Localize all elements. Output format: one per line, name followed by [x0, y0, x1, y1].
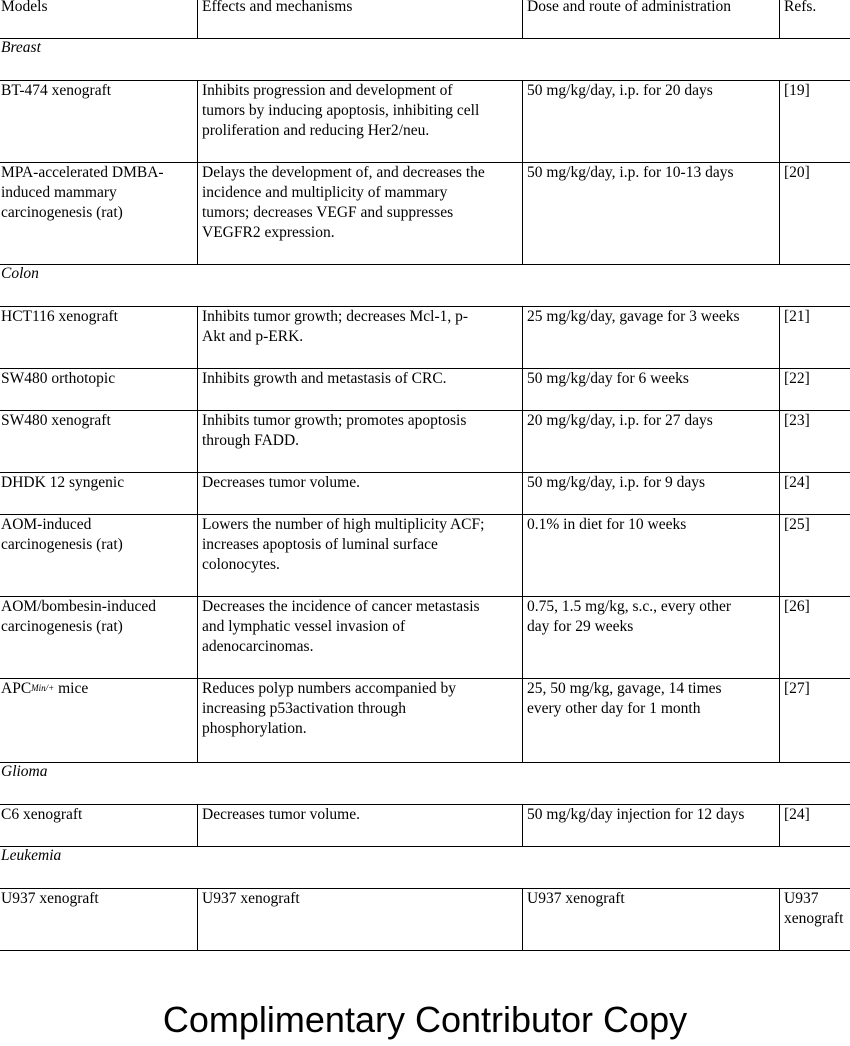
- page-footer: Complimentary Contributor Copy: [162, 999, 688, 1040]
- table-cell-dose: 50 mg/kg/day injection for 12 days: [527, 806, 745, 823]
- table-cell-model: AOM-induced carcinogenesis (rat): [1, 516, 123, 553]
- model-superscript: Min/+: [31, 683, 55, 693]
- table-cell-model: AOM/bombesin-induced carcinogenesis (rat): [1, 598, 156, 635]
- table-cell-model: MPA-accelerated DMBA- induced mammary carcinogenesis (rat): [1, 164, 164, 221]
- model-prefix: APC: [1, 680, 32, 697]
- section-breast: Breast: [1, 39, 41, 56]
- table-cell-effect: Lowers the number of high multiplicity ACF; increases apoptosis of luminal surface colonocytes.: [202, 516, 485, 573]
- table-cell-effect: U937 xenograft: [202, 890, 300, 907]
- table-cell-effect: Decreases tumor volume.: [202, 474, 360, 491]
- table-cell-dose: 50 mg/kg/day for 6 weeks: [527, 370, 689, 387]
- table-cell-dose: 25, 50 mg/kg, gavage, 14 times every other day for 1 month: [527, 680, 722, 717]
- table-cell-effect: Delays the development of, and decreases the incidence and multiplicity of mammary tumors; decreases VEGF and suppresses VEGFR2 expression.: [202, 164, 485, 241]
- table-cell-effect: Decreases the incidence of cancer metastasis and lymphatic vessel invasion of adenocarcinomas.: [202, 598, 480, 655]
- table-cell-effect: Inhibits growth and metastasis of CRC.: [202, 370, 447, 387]
- table-cell-dose: 0.75, 1.5 mg/kg, s.c., every other day for 29 weeks: [527, 598, 732, 635]
- table-cell-ref: [23]: [784, 412, 810, 429]
- column-header-dose: Dose and route of administration: [527, 0, 732, 15]
- table-cell-effect: Inhibits progression and development of tumors by inducing apoptosis, inhibiting cell proliferation and reducing Her2/neu.: [202, 82, 480, 139]
- table-cell-model: [1, 679, 196, 699]
- column-header-models: Models: [1, 0, 48, 15]
- table-cell-ref: [25]: [784, 516, 810, 533]
- table-cell-effect: Inhibits tumor growth; decreases Mcl-1, p- Akt and p-ERK.: [202, 308, 469, 345]
- table-cell-dose: 25 mg/kg/day, gavage for 3 weeks: [527, 308, 740, 325]
- table-cell-ref: [20]: [784, 164, 810, 181]
- table-cell-model: DHDK 12 syngenic: [1, 474, 125, 491]
- table-cell-dose: 50 mg/kg/day, i.p. for 10-13 days: [527, 164, 734, 181]
- table-cell-effect: Reduces polyp numbers accompanied by increasing p53activation through phosphorylation.: [202, 680, 456, 737]
- table-cell-ref: [24]: [784, 806, 810, 823]
- table-cell-effect: Inhibits tumor growth; promotes apoptosis through FADD.: [202, 412, 467, 449]
- table-cell-dose: 50 mg/kg/day, i.p. for 20 days: [527, 82, 713, 99]
- section-colon: Colon: [1, 265, 39, 282]
- column-header-refs: Refs.: [784, 0, 817, 15]
- table-cell-dose: 0.1% in diet for 10 weeks: [527, 516, 687, 533]
- table-cell-model: SW480 xenograft: [1, 412, 111, 429]
- table-cell-model: HCT116 xenograft: [1, 308, 118, 325]
- table-cell-ref: [22]: [784, 370, 810, 387]
- table-cell-ref: [19]: [784, 82, 810, 99]
- table-cell-dose: U937 xenograft: [527, 890, 625, 907]
- table-cell-ref: [26]: [784, 598, 810, 615]
- table-cell-ref: [27]: [784, 680, 810, 697]
- table-cell-model: SW480 orthotopic: [1, 370, 116, 387]
- table-cell-ref: [24]: [784, 474, 810, 491]
- table-cell-effect: Decreases tumor volume.: [202, 806, 360, 823]
- table-cell-model: C6 xenograft: [1, 806, 83, 823]
- column-header-effects: Effects and mechanisms: [202, 0, 353, 15]
- section-glioma: Glioma: [1, 763, 48, 780]
- table-cell-ref: U937 xenograft: [784, 890, 844, 927]
- model-suffix: mice: [54, 680, 89, 697]
- section-leukemia: Leukemia: [1, 847, 62, 864]
- table-cell-model: BT-474 xenograft: [1, 82, 112, 99]
- table-cell-dose: 20 mg/kg/day, i.p. for 27 days: [527, 412, 713, 429]
- table-cell-dose: 50 mg/kg/day, i.p. for 9 days: [527, 474, 706, 491]
- table-cell-ref: [21]: [784, 308, 810, 325]
- table-cell-model: U937 xenograft: [1, 890, 99, 907]
